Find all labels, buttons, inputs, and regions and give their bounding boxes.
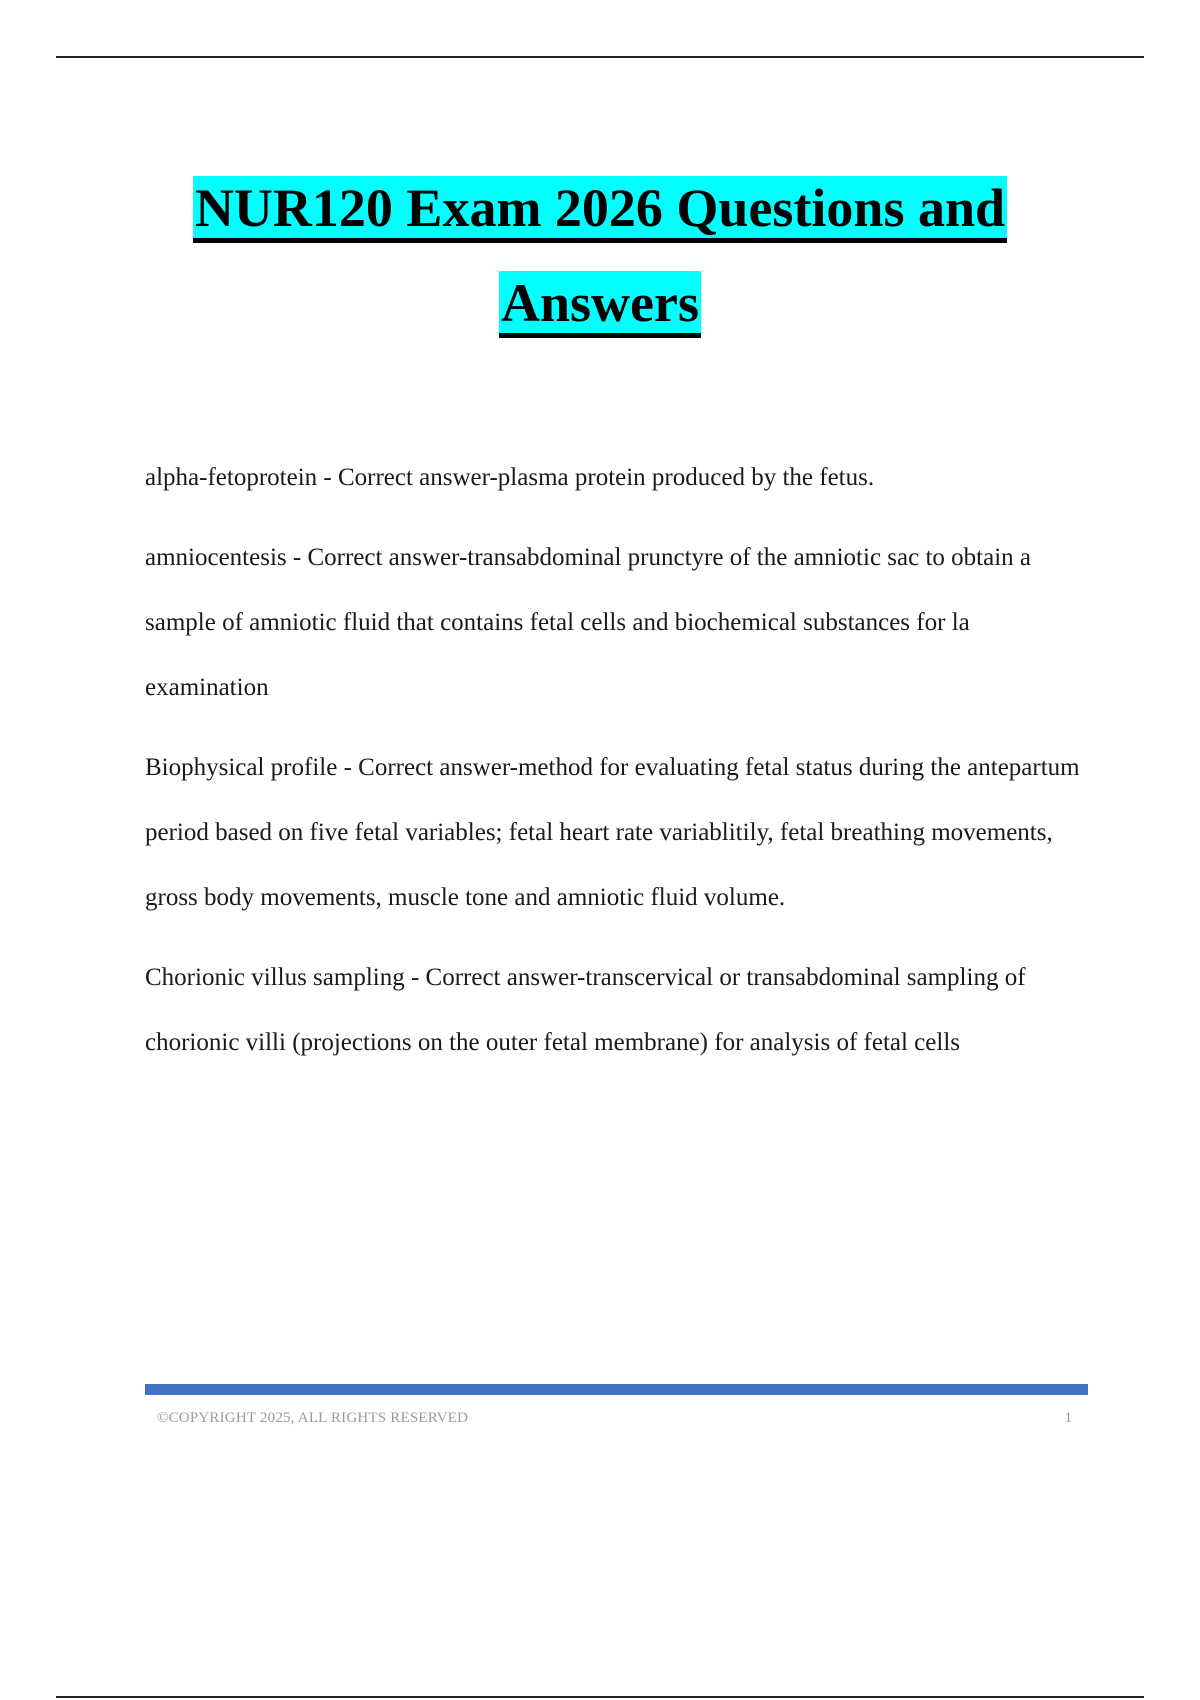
entry-chorionic-villus-sampling: Chorionic villus sampling - Correct answer-transcervical or transabdominal sampling of chorionic villi (projections on the outer fetal membrane) for analysis of fetal cells [145, 964, 1026, 1056]
footer-bar [145, 1384, 1088, 1395]
entry-alpha-fetoprotein: alpha-fetoprotein - Correct answer-plasma protein produced by the fetus. [145, 464, 875, 491]
document-title [0, 176, 1200, 338]
entry-list [145, 445, 1090, 1090]
title-line-1: NUR120 Exam 2026 Questions and [193, 176, 1007, 243]
bottom-rule [56, 1696, 1144, 1698]
page-number: 1 [1064, 1410, 1072, 1426]
entry-amniocentesis: amniocentesis - Correct answer-transabdominal prunctyre of the amniotic sac to obtain a sample of amniotic fluid that contains fetal cells and biochemical substances for la examination [145, 544, 1031, 701]
entry-biophysical-profile: Biophysical profile - Correct answer-method for evaluating fetal status during the antepartum period based on five fetal variables; fetal heart rate variablitily, fetal breathing movements, gross body movements, muscle tone and amniotic fluid volume. [145, 754, 1080, 911]
footer-copyright: ©COPYRIGHT 2025, ALL RIGHTS RESERVED [157, 1410, 469, 1426]
title-line-2: Answers [499, 271, 701, 338]
top-rule [56, 56, 1144, 58]
